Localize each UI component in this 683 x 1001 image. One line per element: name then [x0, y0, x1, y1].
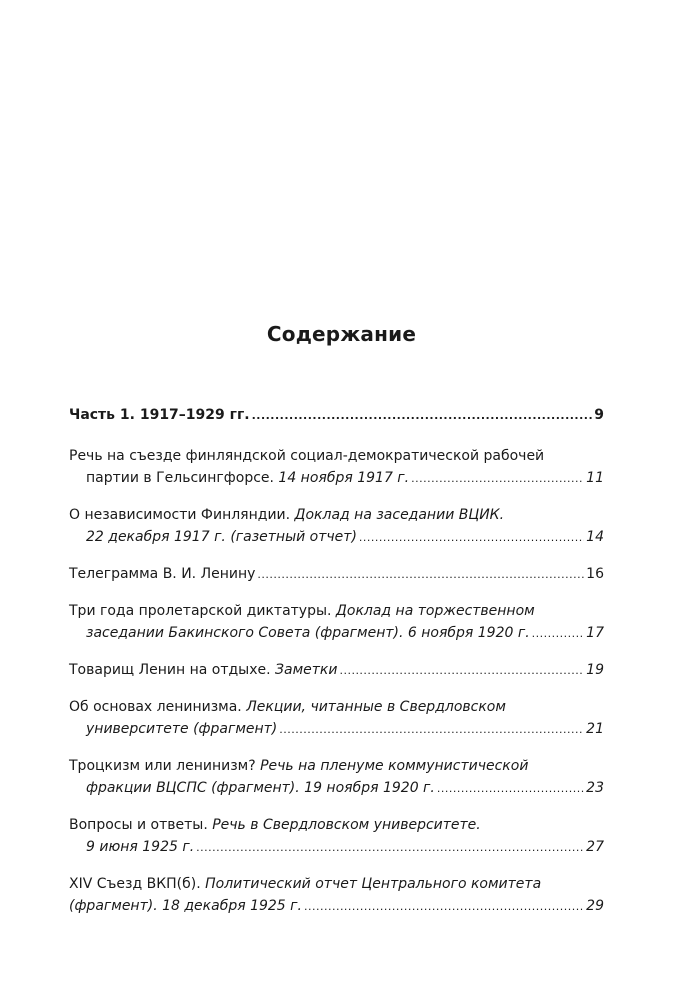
toc-entry[interactable] — [69, 445, 604, 489]
toc-page-number: 9 — [594, 407, 604, 423]
toc-entry-heading — [69, 814, 604, 836]
toc-part-label: Часть 1. 1917–1929 гг. — [69, 407, 250, 423]
table-of-contents — [69, 404, 604, 932]
toc-entry-title: Телеграмма В. И. Ленину — [69, 566, 256, 582]
toc-entry-subtitle: Заметки — [270, 662, 338, 678]
toc-entry-heading — [69, 659, 337, 681]
toc-entry-title: Речь на съезде финляндской социал-демократической рабочей — [69, 448, 545, 464]
leader-dots — [339, 660, 584, 674]
toc-entry-subtitle-cont: заседании Бакинского Совета (фрагмент). 6 ноября 1920 г. — [86, 625, 530, 641]
toc-entry-title-cont: партии в Гельсингфорсе. 14 ноября 1917 г. — [86, 470, 410, 486]
toc-entry-subtitle-cont: (фрагмент). 18 декабря 1925 г. — [69, 898, 302, 914]
toc-entry[interactable] — [69, 755, 604, 799]
toc-entry-subtitle-cont: университете (фрагмент) — [86, 721, 278, 737]
toc-entry-heading — [69, 600, 604, 622]
toc-part-heading[interactable] — [69, 404, 604, 426]
toc-entry-subtitle: Речь в Свердловском университете. — [207, 817, 481, 833]
toc-entry[interactable] — [69, 600, 604, 644]
leader-dots — [411, 468, 584, 482]
toc-entry[interactable] — [69, 659, 604, 681]
toc-page-number: 19 — [586, 662, 604, 678]
toc-entry-heading — [69, 873, 604, 895]
toc-entry[interactable] — [69, 814, 604, 858]
toc-entry-subtitle: Доклад на торжественном — [331, 603, 535, 619]
toc-entry-title: Об основах ленинизма. — [69, 699, 242, 715]
toc-page-number: 27 — [586, 839, 604, 855]
toc-entry[interactable] — [69, 504, 604, 548]
toc-page-number: 21 — [586, 721, 604, 737]
leader-dots — [257, 564, 584, 578]
toc-entry-subtitle: Лекции, читанные в Свердловском — [241, 699, 506, 715]
leader-dots — [196, 837, 584, 851]
toc-page-number: 11 — [586, 470, 604, 486]
toc-entry-title: Товарищ Ленин на отдыхе. — [69, 662, 271, 678]
toc-page-number: 16 — [586, 566, 604, 582]
toc-entry-subtitle-cont: 22 декабря 1917 г. (газетный отчет) — [86, 529, 357, 545]
toc-page-number: 23 — [586, 780, 604, 796]
page-title: Содержание — [266, 322, 417, 346]
toc-entry-heading — [69, 755, 604, 777]
toc-entry-subtitle-cont: фракции ВЦСПС (фрагмент). 19 ноября 1920 г. — [86, 780, 435, 796]
toc-entry-subtitle: Доклад на заседании ВЦИК. — [290, 507, 505, 523]
toc-entry-heading — [69, 504, 604, 526]
toc-page-number: 14 — [586, 529, 604, 545]
toc-entry-title: О независимости Финляндии. — [69, 507, 291, 523]
toc-entry[interactable] — [69, 563, 604, 585]
leader-dots — [359, 527, 584, 541]
toc-entry-heading — [69, 696, 604, 718]
leader-dots — [532, 623, 585, 637]
toc-entry-subtitle-cont: 9 июня 1925 г. — [86, 839, 195, 855]
leader-dots — [252, 405, 593, 419]
leader-dots — [304, 896, 584, 910]
leader-dots — [437, 778, 584, 792]
toc-entry-subtitle: Политический отчет Центрального комитета — [200, 876, 542, 892]
toc-entry-subtitle: Речь на пленуме коммунистической — [255, 758, 529, 774]
toc-entry[interactable] — [69, 873, 604, 917]
toc-entry-title: XIV Съезд ВКП(б). — [69, 876, 201, 892]
toc-entry[interactable] — [69, 696, 604, 740]
toc-page-number: 29 — [586, 898, 604, 914]
toc-entry-subtitle: 14 ноября 1917 г. — [273, 470, 410, 486]
toc-entry-title: Три года пролетарской диктатуры. — [69, 603, 332, 619]
toc-entry-title: Вопросы и ответы. — [69, 817, 208, 833]
toc-entry-title: Троцкизм или ленинизм? — [69, 758, 256, 774]
leader-dots — [279, 719, 584, 733]
toc-page-number: 17 — [586, 625, 604, 641]
